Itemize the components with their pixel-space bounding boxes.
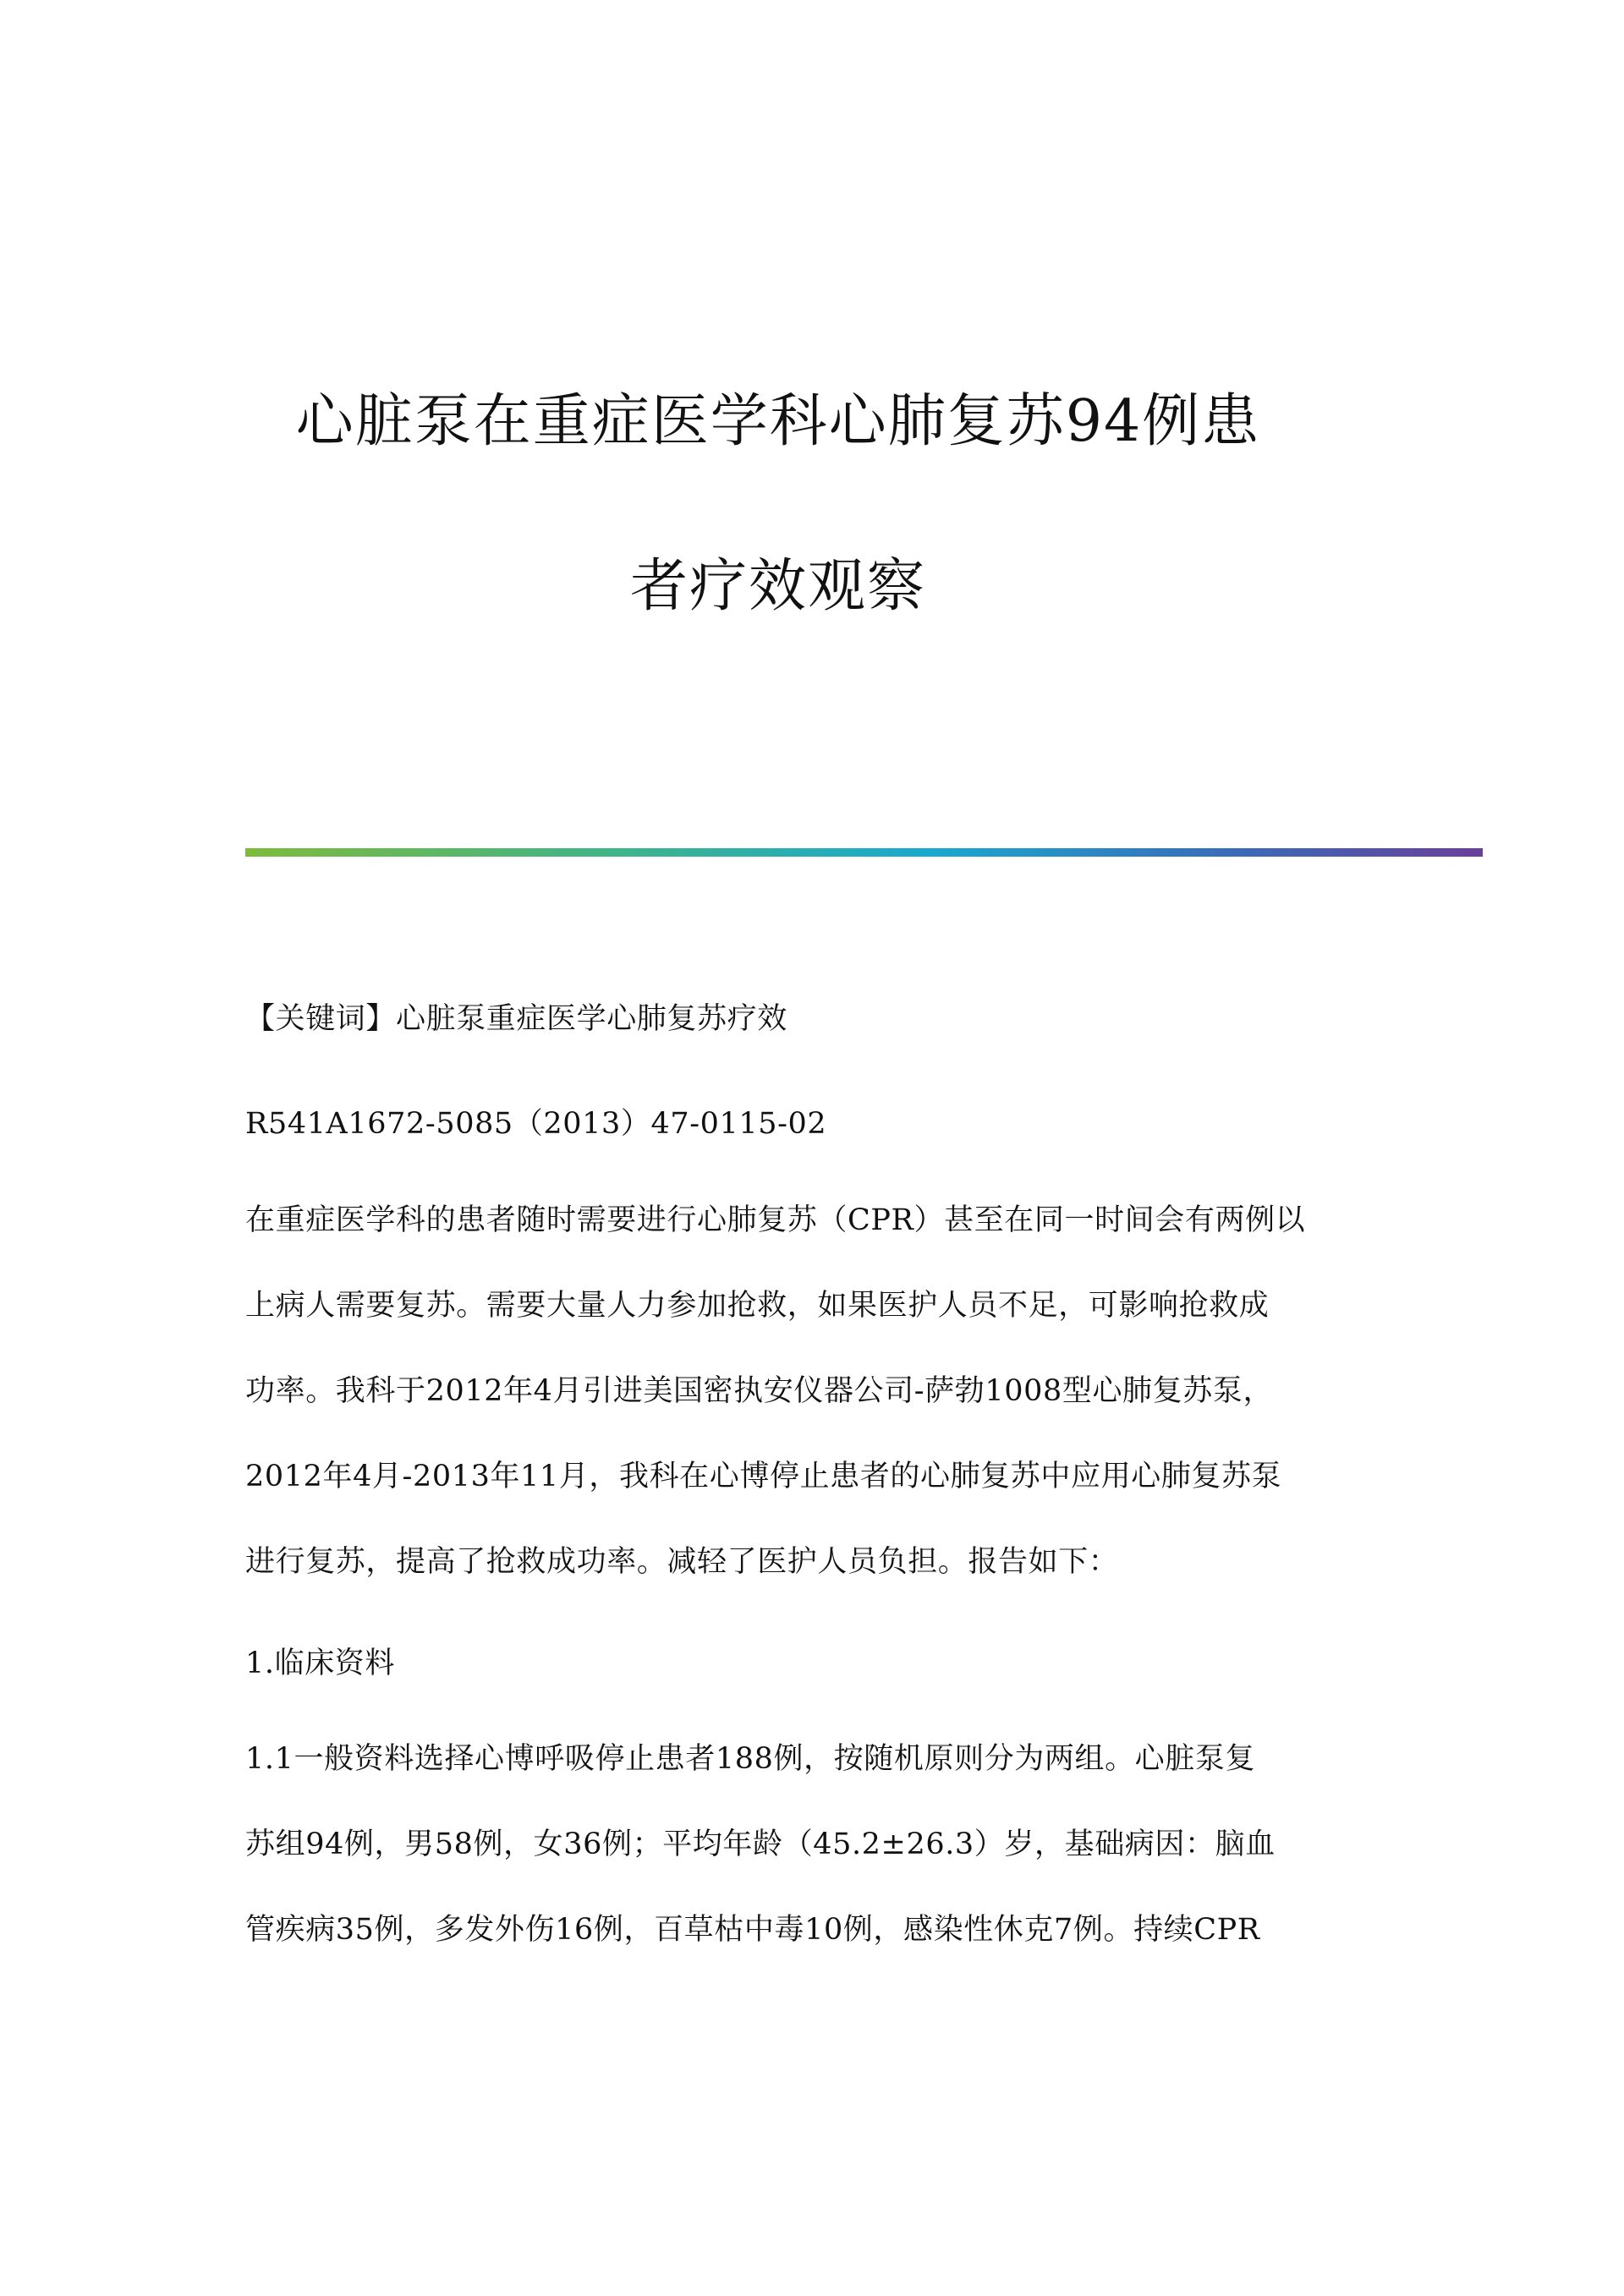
section-heading: 1.临床资料 — [245, 1647, 395, 1680]
classification-line: R541A1672-5085（2013）47-0115-02 — [245, 1107, 827, 1141]
paragraph-line: 进行复苏，提高了抢救成功率。减轻了医护人员负担。报告如下： — [245, 1545, 1119, 1579]
paragraph-line: 苏组94例，男58例，女36例；平均年龄（45.2±26.3）岁，基础病因：脑血 — [245, 1827, 1276, 1861]
paragraph-line: 管疾病35例，多发外伤16例，百草枯中毒10例，感染性休克7例。持续CPR — [245, 1913, 1260, 1947]
gradient-divider — [245, 848, 1483, 857]
paragraph-line: 在重症医学科的患者随时需要进行心肺复苏（CPR）甚至在同一时间会有两例以 — [245, 1203, 1306, 1237]
paragraph-line: 功率。我科于2012年4月引进美国密执安仪器公司-萨勃1008型心肺复苏泵， — [245, 1374, 1274, 1408]
title-line-2: 者疗效观察 — [629, 553, 926, 620]
paragraph-line: 1.1一般资料选择心博呼吸停止患者188例，按随机原则分为两组。心脏泵复 — [245, 1742, 1256, 1776]
paragraph-line: 上病人需要复苏。需要大量人力参加抢救，如果医护人员不足，可影响抢救成 — [245, 1289, 1270, 1323]
keywords-line: 【关键词】心脏泵重症医学心肺复苏疗效 — [245, 1002, 787, 1036]
title-line-1: 心脏泵在重症医学科心肺复苏94例患 — [295, 388, 1261, 455]
paragraph-line: 2012年4月-2013年11月，我科在心博停止患者的心肺复苏中应用心肺复苏泵 — [245, 1460, 1282, 1493]
